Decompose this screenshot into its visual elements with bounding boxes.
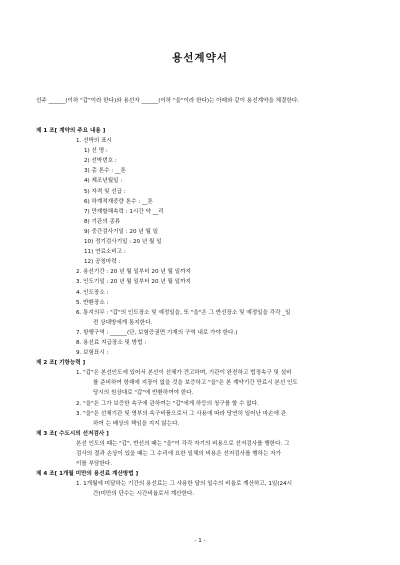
article-1-item-2: 2. 용선기간 : 20 년 월 일부터 20 년 월 일까지 [76, 269, 191, 276]
article-2-para-1-cont-2: 당시의 원상대로 "갑"에 반환하여야 한다. [93, 390, 194, 397]
article-4-para-1-cont: 간)미만의 단수는 시간비율로서 계산한다. [93, 491, 195, 498]
article-2-para-1-cont-1: 를 준비하여 항해에 지장이 없을 것을 보증하고 "을"은 본 계약기간 만료시 본선 인도 [93, 380, 298, 387]
vessel-spec-2: 2) 선박번호 : [84, 158, 117, 165]
document-title: 용선계약서 [172, 52, 228, 64]
article-1-item-9: 9. 보험표시 : [76, 350, 109, 357]
vessel-spec-5: 5) 자격 및 선급 : [84, 188, 126, 195]
article-2-para-2: 2. "을"은 그가 보증한 속구에 관하여는 "갑"에게 하등의 청구를 할 수 없다. [76, 400, 259, 407]
article-1-item-4: 4. 인도장소 : [76, 289, 109, 296]
article-1-item-3: 3. 인도기일 : 20 년 월 일부터 20 년 월 일까지 [76, 279, 191, 286]
vessel-spec-7: 7) 만재할해속력 : 1시간 약 __리 [84, 208, 164, 215]
vessel-spec-8: 8) 기관의 종류 [84, 218, 121, 225]
article-3-para-line-2: 검사의 결과 손상이 있을 때는 그 수리에 요한 일체의 비용은 선저검사를 행하는 자가 [76, 451, 282, 457]
article-1-item-8: 8. 용선료 지급장소 및 방법 : [76, 339, 147, 346]
article-1-item-1: 1. 선박의 표시 [76, 138, 112, 145]
article-2-para-1: 1. "갑"은 본선인도에 있어서 본선이 선체가 견고하며, 기관이 완전하고 법정속구 및 설비 [76, 370, 292, 377]
article-1-item-6-cont: 전 상대방에게 통지한다. [93, 319, 153, 326]
document-body [36, 126, 374, 499]
article-4-heading: 제 4 조[ 1개월 미만의 용선료 계산방법 ] [36, 471, 139, 478]
article-4-para-1: 1. 1개월에 미달하는 기간의 용선료는 그 사용한 달의 일수의 비율로 계산하고, 1일(24시 [76, 481, 293, 488]
vessel-spec-4: 4) 제조년월일 : [84, 178, 123, 185]
article-1-item-6: 6. 통지의무 : "갑"의 인도장소 및 예정일을, 또 "을"은 그 반선장소 및 예정일을 각각 _일 [76, 309, 291, 316]
article-1-item-5: 5. 반환장소 : [76, 299, 109, 306]
article-3-para-line-3: 이를 부담한다. [76, 461, 112, 468]
vessel-spec-1: 1) 선 명 : [84, 148, 108, 155]
article-3-para-line-1: 본선 인도의 때는 "갑", 반선의 때는 "을"이 각각 자기의 비용으로 선저검사를 행한다. 그 [76, 440, 290, 447]
article-1-item-7: 7. 항행구역 : ______(단, 보험증권면 기재의 구역 내로 가야 한다.) [76, 329, 238, 336]
vessel-spec-6: 6) 하계적재중량 톤수 : __톤 [84, 198, 153, 205]
vessel-spec-10: 10) 정기검사기일 : 20 년 월 일 [84, 239, 162, 246]
vessel-spec-9: 9) 중간검사기일 : 20 년 월 일 [84, 228, 159, 235]
vessel-spec-12: 12) 공칭마력 : [84, 259, 121, 266]
article-2-para-3: 3. "을"은 선체기관 및 명부의 속구비품으로서 그 사용에 따라 당연히 일어난 마손에 관 [76, 410, 287, 417]
page-number: - 1 - [194, 538, 206, 544]
article-2-para-3-cont: 하여 는 배상의 책임을 지지 않는다. [93, 420, 180, 427]
article-2-heading: 제 2 조[ 기항능력 ] [36, 360, 86, 367]
vessel-spec-3: 3) 총 톤수 : __톤 [84, 168, 126, 175]
intro-paragraph: 선주 ______(이하 "갑"이라 한다)와 용선자 ______(이하 "을"이라 한다)는 아래와 같이 용선계약을 체결한다. [36, 98, 300, 104]
article-1-heading: 제 1 조[ 계약의 주요 내용 ] [36, 128, 106, 134]
vessel-spec-11: 11) 연료소비고 : [84, 249, 126, 256]
article-3-heading: 제 3 조[ 수도시의 선저검사 ] [36, 430, 109, 437]
